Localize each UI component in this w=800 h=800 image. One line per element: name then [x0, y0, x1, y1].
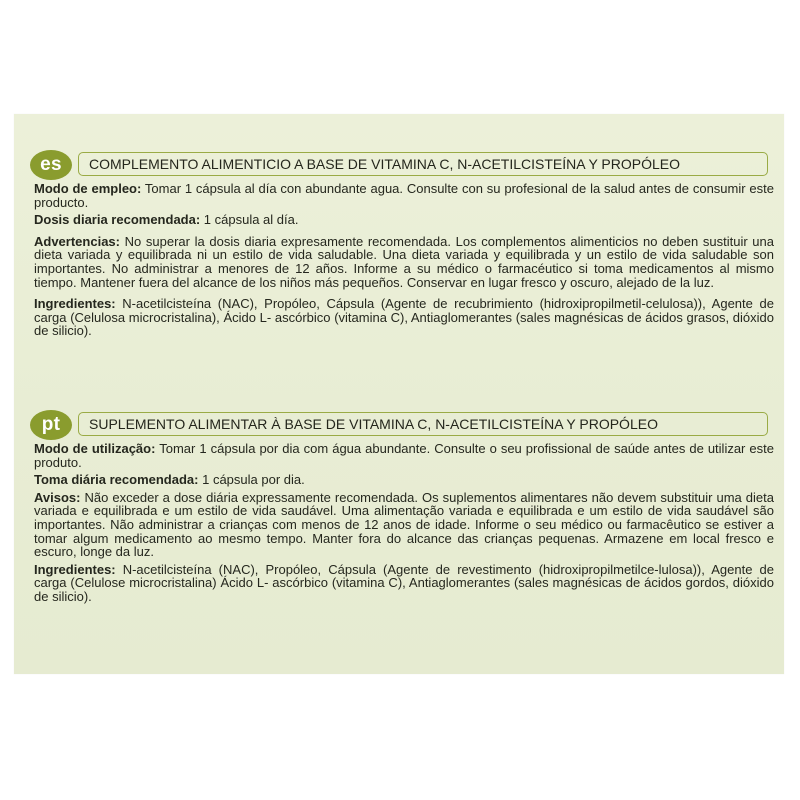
section-pt-header	[14, 410, 784, 442]
warnings-paragraph-pt	[34, 491, 774, 559]
dose-text-es: 1 cápsula al día.	[200, 212, 299, 228]
warnings-text-pt: Não exceder a dose diária expressamente recomendada. Os suplementos alimentares não devem substituir uma dieta variada e equilibrada e um estilo de vida saudável. Uma alimentação variada e equilibrada e um estilo de vida saudável são importantes. Não administrar a crianças com menos de 12 anos de idade. Informe o seu médico ou farmacêutico se estiver a tomar algum medicamento ao mesmo tempo. Manter fora do alcance das crianças pequenas. Armazene em local fresco e escuro, longe da luz.	[34, 489, 774, 560]
ingredients-paragraph-pt	[34, 563, 774, 604]
dose-text-pt: 1 cápsula por dia.	[198, 472, 305, 488]
usage-text-pt: Tomar 1 cápsula por dia com água abundante. Consulte o seu profissional de saúde antes de utilizar este produto.	[34, 441, 774, 470]
section-pt	[14, 410, 784, 604]
dose-label-es: Dosis diaria recomendada:	[34, 212, 201, 228]
usage-label-pt: Modo de utilização:	[34, 441, 156, 456]
warnings-label-es: Advertencias:	[34, 233, 120, 249]
usage-paragraph-es	[34, 182, 774, 209]
ingredients-label-es: Ingredientes:	[34, 296, 116, 312]
language-badge-es: es	[30, 150, 72, 180]
ingredients-text-pt: N-acetilcisteína (NAC), Propóleo, Cápsula (Agente de revestimento (hidroxipropilmetilce-lulosa)), Agente de carga (Celulose microcristalina) Ácido L- ascórbico (vitamina C), Antiaglomerantes (sales magnésicas de ácidos gordos, dióxido de silicio).	[34, 561, 774, 604]
usage-paragraph-pt	[34, 442, 774, 469]
section-es-title: COMPLEMENTO ALIMENTICIO A BASE DE VITAMINA C, N-ACETILCISTEÍNA Y PROPÓLEO	[78, 152, 768, 176]
warnings-label-pt: Avisos:	[34, 489, 81, 505]
ingredients-text-es: N-acetilcisteína (NAC), Propóleo, Cápsula (Agente de recubrimiento (hidroxipropilmetil-celulosa)), Agente de carga (Celulosa microcristalina), Ácido L- ascórbico (vitamina C), Antiaglomerantes (sales magnésicas de ácidos grasos, dióxido de silicio).	[34, 296, 774, 339]
dose-paragraph-es	[34, 213, 774, 227]
section-es	[14, 150, 784, 338]
section-es-header	[14, 150, 784, 182]
section-es-body	[34, 182, 774, 338]
section-pt-title: SUPLEMENTO ALIMENTAR À BASE DE VITAMINA C, N-ACETILCISTEÍNA Y PROPÓLEO	[78, 412, 768, 436]
product-label-card	[14, 114, 784, 674]
dose-label-pt: Toma diária recomendada:	[34, 472, 199, 488]
ingredients-label-pt: Ingredientes:	[34, 561, 116, 577]
ingredients-paragraph-es	[34, 297, 774, 338]
usage-label-es: Modo de empleo:	[34, 181, 142, 196]
usage-text-es: Tomar 1 cápsula al día con abundante agua. Consulte con su profesional de la salud antes de consumir este producto.	[34, 181, 774, 210]
warnings-text-es: No superar la dosis diaria expresamente recomendada. Los complementos alimenticios no deben sustituir una dieta variada y equilibrada ni un estilo de vida saludable. Una dieta variada y equilibrada y un estilo de vida saludable son importantes. No administrar a menores de 12 años. Informe a su médico o farmacéutico si toma medicamentos al mismo tiempo. Mantener fuera del alcance de los niños más pequeños. Conservar en lugar fresco y oscuro, alejado de la luz.	[34, 233, 774, 290]
dose-paragraph-pt	[34, 473, 774, 487]
warnings-paragraph-es	[34, 235, 774, 289]
language-badge-pt: pt	[30, 410, 72, 440]
section-pt-body	[34, 442, 774, 604]
